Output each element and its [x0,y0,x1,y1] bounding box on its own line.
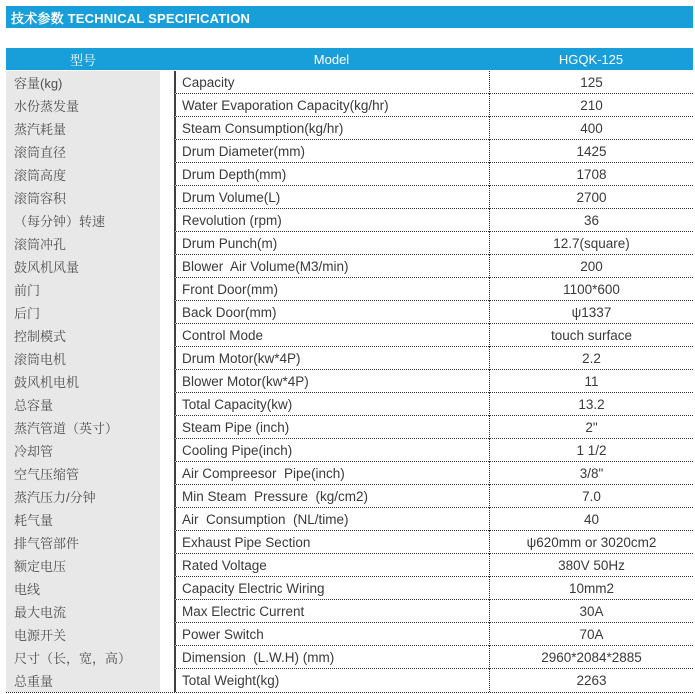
spec-row [6,554,693,577]
column-gap [160,439,174,462]
spec-row [6,646,693,669]
spec-label-en: Blower Air Volume(M3/min) [174,255,489,278]
column-gap [160,416,174,439]
column-gap [160,669,174,692]
spec-label-cn: （每分钟）转速 [6,209,160,232]
spec-row [6,393,693,416]
spec-label-en: Revolution (rpm) [174,209,489,232]
spec-row [6,232,693,255]
spec-label-en: Back Door(mm) [174,301,489,324]
spec-value: 2.2 [489,347,693,370]
spec-value: touch surface [489,324,693,347]
column-gap [160,117,174,140]
spec-label-cn: 蒸汽压力/分钟 [6,485,160,508]
spec-row [6,255,693,278]
column-gap [160,577,174,600]
header-gap [160,48,174,70]
column-gap [160,140,174,163]
column-gap [160,94,174,117]
spec-label-cn: 额定电压 [6,554,160,577]
column-gap [160,462,174,485]
spec-label-cn: 电线 [6,577,160,600]
spec-label-cn: 滚筒冲孔 [6,232,160,255]
spec-label-en: Drum Volume(L) [174,186,489,209]
spec-row [6,669,693,692]
spec-row [6,301,693,324]
spec-row [6,577,693,600]
spec-label-cn: 排气管部件 [6,531,160,554]
spec-row [6,416,693,439]
spec-label-cn: 滚筒电机 [6,347,160,370]
spec-row [6,623,693,646]
spec-value: 1 1/2 [489,439,693,462]
spec-row [6,439,693,462]
spec-label-cn: 滚筒直径 [6,140,160,163]
column-gap [160,71,174,94]
spec-label-en: Power Switch [174,623,489,646]
column-gap [160,255,174,278]
spec-value: 2700 [489,186,693,209]
spec-label-en: Front Door(mm) [174,278,489,301]
spec-row [6,94,693,117]
spec-label-en: Capacity Electric Wiring [174,577,489,600]
spec-label-en: Dimension (L.W.H) (mm) [174,646,489,669]
spec-label-cn: 滚筒高度 [6,163,160,186]
spec-row [6,117,693,140]
spec-row [6,324,693,347]
column-gap [160,347,174,370]
spec-value: ψ620mm or 3020cm2 [489,531,693,554]
spec-label-en: Total Capacity(kw) [174,393,489,416]
column-gap [160,324,174,347]
spec-label-en: Max Electric Current [174,600,489,623]
header-model-cn: 型号 [69,52,96,68]
spec-value: 40 [489,508,693,531]
column-gap [160,186,174,209]
spec-label-cn: 蒸汽耗量 [6,117,160,140]
spec-value: 125 [489,71,693,94]
spec-label-cn: 鼓风机风量 [6,255,160,278]
spec-label-en: Drum Motor(kw*4P) [174,347,489,370]
column-gap [160,278,174,301]
spec-table [6,48,693,693]
spec-value: 10mm2 [489,577,693,600]
column-gap [160,393,174,416]
spec-value: 210 [489,94,693,117]
spec-label-en: Air Consumption (NL/time) [174,508,489,531]
spec-label-en: Steam Pipe (inch) [174,416,489,439]
column-gap [160,508,174,531]
spec-row [6,531,693,554]
column-gap [160,485,174,508]
spec-row [6,462,693,485]
column-gap [160,163,174,186]
spec-value: 1708 [489,163,693,186]
column-gap [160,600,174,623]
spec-label-cn: 耗气量 [6,508,160,531]
spec-value: 200 [489,255,693,278]
spec-value: 11 [489,370,693,393]
spec-row [6,163,693,186]
spec-label-en: Exhaust Pipe Section [174,531,489,554]
spec-label-cn: 水份蒸发量 [6,94,160,117]
spec-row [6,140,693,163]
column-gap [160,301,174,324]
spec-value: 7.0 [489,485,693,508]
spec-label-cn: 前门 [6,278,160,301]
spec-label-cn: 滚筒容积 [6,186,160,209]
spec-label-cn: 总重量 [6,669,160,692]
column-gap [160,623,174,646]
spec-label-cn: 尺寸（长，宽，高） [6,646,160,669]
spec-label-en: Min Steam Pressure (kg/cm2) [174,485,489,508]
spec-label-cn: 总容量 [6,393,160,416]
spec-row [6,508,693,531]
spec-value: 1425 [489,140,693,163]
spec-label-cn: 冷却管 [6,439,160,462]
spec-row [6,347,693,370]
spec-label-en: Drum Punch(m) [174,232,489,255]
header-model-value: HGQK-125 [558,51,624,67]
spec-label-cn: 容量(kg) [6,71,160,94]
spec-label-en: Drum Depth(mm) [174,163,489,186]
spec-label-en: Air Compreesor Pipe(inch) [174,462,489,485]
column-gap [160,209,174,232]
spec-label-cn: 最大电流 [6,600,160,623]
spec-row [6,278,693,301]
spec-label-en: Total Weight(kg) [174,669,489,692]
spec-label-cn: 控制模式 [6,324,160,347]
spec-row [6,209,693,232]
spec-value: 2" [489,416,693,439]
spec-row [6,485,693,508]
column-gap [160,554,174,577]
spec-value: 36 [489,209,693,232]
spec-value: 12.7(square) [489,232,693,255]
spec-value: 70A [489,623,693,646]
column-gap [160,646,174,669]
spec-label-cn: 蒸汽管道（英寸） [6,416,160,439]
spec-value: 3/8" [489,462,693,485]
spec-value: 380V 50Hz [489,554,693,577]
spec-value: 400 [489,117,693,140]
spec-value: 2263 [489,669,693,692]
spec-label-en: Rated Voltage [174,554,489,577]
spec-label-en: Blower Motor(kw*4P) [174,370,489,393]
spec-label-cn: 后门 [6,301,160,324]
spec-row [6,186,693,209]
spec-label-cn: 电源开关 [6,623,160,646]
section-title-bar [6,6,693,28]
header-model-en: Model [313,51,350,67]
spec-label-en: Drum Diameter(mm) [174,140,489,163]
column-gap [160,531,174,554]
spec-row [6,600,693,623]
section-title: 技术参数 TECHNICAL SPECIFICATION [11,10,251,26]
spec-rows [6,71,693,692]
spec-label-en: Capacity [174,71,489,94]
spec-value: ψ1337 [489,301,693,324]
column-gap [160,370,174,393]
spec-label-cn: 鼓风机电机 [6,370,160,393]
spec-row [6,370,693,393]
spec-label-en: Water Evaporation Capacity(kg/hr) [174,94,489,117]
table-header-row [6,48,693,70]
spec-label-en: Cooling Pipe(inch) [174,439,489,462]
spec-label-en: Steam Consumption(kg/hr) [174,117,489,140]
spec-value: 13.2 [489,393,693,416]
spec-label-cn: 空气压缩管 [6,462,160,485]
column-gap [160,232,174,255]
spec-label-en: Control Mode [174,324,489,347]
spec-value: 2960*2084*2885 [489,646,693,669]
spec-value: 1100*600 [489,278,693,301]
spec-row [6,71,693,94]
spec-value: 30A [489,600,693,623]
